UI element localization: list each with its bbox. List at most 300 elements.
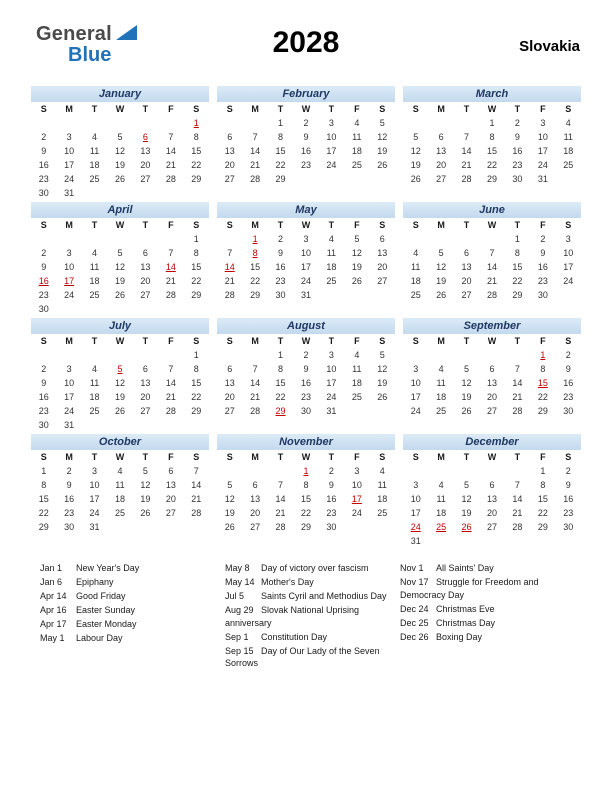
weekday-header-row xyxy=(31,450,209,464)
date-cell: 18 xyxy=(563,146,574,156)
empty-cell xyxy=(217,348,242,362)
month-may xyxy=(217,202,395,302)
date-cell: 20 xyxy=(486,392,497,402)
date-cell xyxy=(428,520,453,534)
date-cell: 24 xyxy=(537,160,548,170)
weekday-header-row xyxy=(217,102,395,116)
holiday-column-3 xyxy=(400,562,572,671)
date-cell: 15 xyxy=(250,262,261,272)
weekday-header: T xyxy=(277,104,284,114)
date-cell: 7 xyxy=(514,364,520,374)
date-cell: 10 xyxy=(64,146,75,156)
empty-cell xyxy=(454,348,479,362)
date-cell: 6 xyxy=(227,364,233,374)
date-cell: 22 xyxy=(191,160,202,170)
date-cell: 3 xyxy=(328,118,334,128)
week-row xyxy=(31,404,209,418)
weekday-header-row xyxy=(31,218,209,232)
date-cell: 12 xyxy=(461,378,472,388)
date-cell: 20 xyxy=(436,160,447,170)
date-cell: 4 xyxy=(92,132,98,142)
date-cell: 18 xyxy=(89,276,100,286)
empty-cell xyxy=(505,534,530,548)
month-title: February xyxy=(217,86,395,102)
week-row xyxy=(31,274,209,288)
date-cell: 2 xyxy=(328,466,334,476)
date-cell: 2 xyxy=(66,466,72,476)
week-row xyxy=(403,130,581,144)
date-cell: 23 xyxy=(300,392,311,402)
holiday-item xyxy=(40,562,215,575)
empty-cell xyxy=(370,520,395,534)
date-cell: 12 xyxy=(436,262,447,272)
date-cell: 24 xyxy=(64,174,75,184)
date-cell: 5 xyxy=(413,132,419,142)
date-cell: 17 xyxy=(563,262,574,272)
date-cell: 10 xyxy=(326,364,337,374)
weekday-header: S xyxy=(226,220,233,230)
date-cell: 19 xyxy=(461,508,472,518)
date-cell: 4 xyxy=(379,466,385,476)
date-cell: 18 xyxy=(89,392,100,402)
weekday-header: T xyxy=(463,104,470,114)
weekday-header: S xyxy=(226,452,233,462)
holiday-item xyxy=(225,576,390,589)
date-cell: 26 xyxy=(410,174,421,184)
weekday-header-row xyxy=(217,450,395,464)
date-cell: 3 xyxy=(354,466,360,476)
holiday-date-label: Dec 24 xyxy=(400,603,429,614)
weekday-header: S xyxy=(193,452,200,462)
holiday-name: All Saints' Day xyxy=(436,563,494,573)
holiday-item xyxy=(40,604,215,617)
holiday-item xyxy=(225,562,390,575)
holiday-date-label: Nov 1 xyxy=(400,563,424,573)
empty-cell xyxy=(158,116,183,130)
date-cell: 7 xyxy=(168,248,174,258)
date-cell: 9 xyxy=(565,480,571,490)
weekday-header-row xyxy=(403,450,581,464)
date-cell: 25 xyxy=(436,406,447,416)
date-cell: 16 xyxy=(275,262,286,272)
date-cell: 23 xyxy=(275,276,286,286)
holiday-name: Easter Sunday xyxy=(76,605,136,615)
date-cell: 13 xyxy=(486,378,497,388)
date-cell: 27 xyxy=(436,174,447,184)
date-cell: 24 xyxy=(300,276,311,286)
date-cell: 10 xyxy=(89,480,100,490)
year-title: 2028 xyxy=(272,26,340,59)
date-cell: 30 xyxy=(64,522,75,532)
weekday-header: F xyxy=(168,452,174,462)
date-cell: 16 xyxy=(300,146,311,156)
date-cell: 24 xyxy=(64,406,75,416)
date-cell: 6 xyxy=(168,466,174,476)
date-cell: 8 xyxy=(193,248,199,258)
month-title: March xyxy=(403,86,581,102)
country-title: Slovakia xyxy=(519,38,580,55)
date-cell: 3 xyxy=(66,364,72,374)
date-cell: 14 xyxy=(512,378,523,388)
weekday-header-row xyxy=(403,334,581,348)
weekday-header: W xyxy=(115,452,125,462)
weekday-header: W xyxy=(301,104,311,114)
date-cell: 25 xyxy=(89,290,100,300)
empty-cell xyxy=(479,232,504,246)
date-cell: 9 xyxy=(540,248,546,258)
week-row xyxy=(31,232,209,246)
weekday-header: S xyxy=(193,220,200,230)
date-cell: 19 xyxy=(436,276,447,286)
date-cell: 17 xyxy=(64,160,75,170)
date-cell: 9 xyxy=(41,146,47,156)
date-cell: 18 xyxy=(114,494,125,504)
calendar-grid xyxy=(31,86,581,548)
empty-cell xyxy=(454,464,479,478)
date-cell: 7 xyxy=(278,480,284,490)
week-row xyxy=(217,144,395,158)
date-cell: 20 xyxy=(486,508,497,518)
empty-cell xyxy=(428,116,453,130)
date-cell: 11 xyxy=(436,378,446,388)
date-cell: 2 xyxy=(540,234,546,244)
week-row xyxy=(403,116,581,130)
date-cell: 16 xyxy=(38,392,49,402)
holiday-date-label: Aug 29 xyxy=(225,605,254,615)
empty-cell xyxy=(242,116,267,130)
holiday-date-label: Dec 25 xyxy=(400,617,429,628)
date-cell: 6 xyxy=(438,132,444,142)
date-cell: 21 xyxy=(224,276,235,286)
date-cell: 29 xyxy=(191,406,202,416)
week-row xyxy=(403,390,581,404)
date-cell: 22 xyxy=(250,276,261,286)
date-cell: 22 xyxy=(537,508,548,518)
empty-cell xyxy=(217,116,242,130)
week-row xyxy=(403,520,581,534)
date-cell: 22 xyxy=(275,160,286,170)
holiday-item xyxy=(40,590,215,603)
week-row xyxy=(217,404,395,418)
date-cell: 3 xyxy=(413,364,419,374)
month-table xyxy=(31,334,209,432)
week-row xyxy=(217,246,395,260)
month-october xyxy=(31,434,209,534)
date-cell: 7 xyxy=(168,364,174,374)
date-cell: 15 xyxy=(512,262,523,272)
weekday-header: S xyxy=(412,336,419,346)
date-cell: 21 xyxy=(165,160,176,170)
date-cell: 10 xyxy=(64,262,75,272)
holiday-item xyxy=(225,590,390,603)
week-row xyxy=(217,362,395,376)
date-cell: 12 xyxy=(224,494,235,504)
date-cell xyxy=(242,232,267,246)
date-cell: 4 xyxy=(438,364,444,374)
date-cell: 22 xyxy=(191,392,202,402)
month-table xyxy=(217,102,395,186)
empty-cell xyxy=(344,288,369,302)
weekday-header: S xyxy=(193,104,200,114)
empty-cell xyxy=(82,418,107,432)
weekday-header: T xyxy=(142,220,149,230)
holiday-item xyxy=(225,645,390,670)
date-cell: 17 xyxy=(410,508,421,518)
date-cell xyxy=(530,348,555,362)
weekday-header: S xyxy=(40,452,47,462)
holiday-date-label: Jul 5 xyxy=(225,591,245,601)
date-cell: 9 xyxy=(565,364,571,374)
month-august xyxy=(217,318,395,418)
empty-cell xyxy=(158,520,183,534)
date-cell: 13 xyxy=(224,146,235,156)
holiday-date: 8 xyxy=(252,248,258,258)
date-cell: 4 xyxy=(354,350,360,360)
holiday-date: 1 xyxy=(193,118,199,128)
date-cell: 30 xyxy=(38,420,49,430)
weekday-header: M xyxy=(65,220,73,230)
date-cell: 1 xyxy=(489,118,495,128)
date-cell: 13 xyxy=(461,262,472,272)
empty-cell xyxy=(82,232,107,246)
empty-cell xyxy=(293,172,318,186)
date-cell: 9 xyxy=(514,132,520,142)
date-cell: 18 xyxy=(377,494,388,504)
month-december xyxy=(403,434,581,548)
empty-cell xyxy=(370,404,395,418)
holiday-date: 17 xyxy=(64,276,75,286)
empty-cell xyxy=(344,404,369,418)
weekday-header: W xyxy=(301,220,311,230)
date-cell: 25 xyxy=(89,406,100,416)
week-row xyxy=(217,348,395,362)
weekday-header: W xyxy=(301,336,311,346)
empty-cell xyxy=(107,302,132,316)
date-cell: 26 xyxy=(140,508,151,518)
holiday-date: 15 xyxy=(537,378,548,388)
weekday-header: T xyxy=(463,220,470,230)
week-row xyxy=(403,288,581,302)
date-cell: 13 xyxy=(140,262,151,272)
weekday-header: S xyxy=(565,452,572,462)
month-table xyxy=(403,102,581,186)
date-cell: 3 xyxy=(66,248,72,258)
week-row xyxy=(217,232,395,246)
empty-cell xyxy=(133,302,158,316)
date-cell: 21 xyxy=(191,494,202,504)
date-cell: 27 xyxy=(486,406,497,416)
date-cell: 10 xyxy=(300,248,311,258)
empty-cell xyxy=(133,520,158,534)
holiday-date-label: Apr 16 xyxy=(40,605,67,615)
empty-cell xyxy=(428,348,453,362)
date-cell: 9 xyxy=(303,132,309,142)
date-cell: 17 xyxy=(537,146,548,156)
holiday-date-label: May 1 xyxy=(40,633,65,643)
date-cell: 7 xyxy=(489,248,495,258)
weekday-header: M xyxy=(65,104,73,114)
date-cell: 28 xyxy=(224,290,235,300)
date-cell: 9 xyxy=(278,248,284,258)
week-row xyxy=(217,520,395,534)
empty-cell xyxy=(133,348,158,362)
date-cell: 17 xyxy=(89,494,100,504)
weekday-header: W xyxy=(487,220,497,230)
date-cell: 21 xyxy=(165,392,176,402)
date-cell: 25 xyxy=(377,508,388,518)
date-cell: 2 xyxy=(278,234,284,244)
week-row xyxy=(31,144,209,158)
date-cell: 8 xyxy=(540,480,546,490)
weekday-header: S xyxy=(40,220,47,230)
holiday-date: 29 xyxy=(275,406,286,416)
holiday-date: 1 xyxy=(303,466,309,476)
empty-cell xyxy=(107,348,132,362)
holiday-item xyxy=(40,576,215,589)
week-row xyxy=(31,478,209,492)
holiday-name: New Year's Day xyxy=(76,563,140,573)
weekday-header: F xyxy=(540,452,546,462)
weekday-header: F xyxy=(354,336,360,346)
date-cell: 7 xyxy=(168,132,174,142)
weekday-header: S xyxy=(379,336,386,346)
empty-cell xyxy=(31,232,56,246)
date-cell xyxy=(344,492,369,506)
empty-cell xyxy=(403,116,428,130)
weekday-header: S xyxy=(412,220,419,230)
weekday-header-row xyxy=(217,334,395,348)
week-row xyxy=(217,274,395,288)
date-cell: 16 xyxy=(563,378,574,388)
date-cell: 5 xyxy=(117,132,123,142)
date-cell: 11 xyxy=(411,262,421,272)
date-cell: 28 xyxy=(191,508,202,518)
date-cell: 5 xyxy=(117,248,123,258)
date-cell: 6 xyxy=(464,248,470,258)
date-cell: 30 xyxy=(537,290,548,300)
date-cell: 17 xyxy=(410,392,421,402)
date-cell: 14 xyxy=(165,378,176,388)
month-march xyxy=(403,86,581,186)
holiday-date-label: Apr 17 xyxy=(40,619,67,629)
week-row xyxy=(217,116,395,130)
empty-cell xyxy=(505,348,530,362)
date-cell xyxy=(133,130,158,144)
date-cell: 17 xyxy=(64,392,75,402)
holiday-item xyxy=(400,603,562,616)
date-cell: 13 xyxy=(486,494,497,504)
date-cell: 27 xyxy=(140,290,151,300)
date-cell: 12 xyxy=(114,146,125,156)
weekday-header: S xyxy=(565,104,572,114)
holiday-date: 17 xyxy=(351,494,362,504)
date-cell: 3 xyxy=(328,350,334,360)
date-cell: 28 xyxy=(512,522,523,532)
holiday-name: Slovak National Uprising anniversary xyxy=(225,605,360,628)
date-cell: 14 xyxy=(275,494,286,504)
weekday-header: S xyxy=(379,104,386,114)
empty-cell xyxy=(454,116,479,130)
weekday-header: W xyxy=(115,220,125,230)
holiday-name: Constitution Day xyxy=(261,631,328,642)
month-title: June xyxy=(403,202,581,218)
month-title: August xyxy=(217,318,395,334)
empty-cell xyxy=(479,534,504,548)
empty-cell xyxy=(82,116,107,130)
header xyxy=(32,22,580,78)
date-cell: 21 xyxy=(250,392,261,402)
empty-cell xyxy=(530,534,555,548)
month-september xyxy=(403,318,581,418)
date-cell: 20 xyxy=(224,160,235,170)
month-table xyxy=(31,450,209,534)
weekday-header: T xyxy=(328,104,335,114)
holiday-date: 5 xyxy=(117,364,123,374)
date-cell: 16 xyxy=(563,494,574,504)
date-cell: 22 xyxy=(486,160,497,170)
date-cell: 18 xyxy=(351,378,362,388)
date-cell: 21 xyxy=(461,160,472,170)
date-cell: 2 xyxy=(565,350,571,360)
date-cell: 11 xyxy=(352,132,362,142)
date-cell: 18 xyxy=(410,276,421,286)
date-cell: 11 xyxy=(89,262,100,272)
date-cell: 8 xyxy=(41,480,47,490)
date-cell: 31 xyxy=(326,406,337,416)
empty-cell xyxy=(107,186,132,200)
weekday-header: S xyxy=(565,220,572,230)
date-cell: 20 xyxy=(140,392,151,402)
date-cell: 6 xyxy=(252,480,258,490)
month-title: January xyxy=(31,86,209,102)
date-cell: 6 xyxy=(227,132,233,142)
date-cell xyxy=(293,464,318,478)
month-table xyxy=(217,334,395,418)
date-cell: 26 xyxy=(436,290,447,300)
logo-text-blue: Blue xyxy=(68,44,112,66)
date-cell: 1 xyxy=(41,466,47,476)
week-row xyxy=(403,246,581,260)
date-cell: 4 xyxy=(354,118,360,128)
date-cell: 4 xyxy=(117,466,123,476)
date-cell: 14 xyxy=(191,480,202,490)
month-title: November xyxy=(217,434,395,450)
date-cell: 10 xyxy=(326,132,337,142)
date-cell: 5 xyxy=(354,234,360,244)
date-cell: 11 xyxy=(377,480,387,490)
weekday-header: M xyxy=(251,452,259,462)
week-row xyxy=(403,506,581,520)
date-cell: 18 xyxy=(351,146,362,156)
empty-cell xyxy=(344,172,369,186)
date-cell xyxy=(268,404,293,418)
holiday-name: Epiphany xyxy=(76,577,114,587)
empty-cell xyxy=(428,534,453,548)
date-cell: 28 xyxy=(461,174,472,184)
date-cell: 23 xyxy=(38,406,49,416)
weekday-header: S xyxy=(226,104,233,114)
month-table xyxy=(403,334,581,418)
weekday-header: F xyxy=(168,220,174,230)
weekday-header: T xyxy=(514,220,521,230)
empty-cell xyxy=(82,348,107,362)
date-cell: 23 xyxy=(64,508,75,518)
month-june xyxy=(403,202,581,302)
weekday-header: F xyxy=(354,104,360,114)
holiday-column-1 xyxy=(40,562,225,671)
date-cell: 2 xyxy=(41,248,47,258)
holiday-name: Saints Cyril and Methodius Day xyxy=(261,591,387,601)
